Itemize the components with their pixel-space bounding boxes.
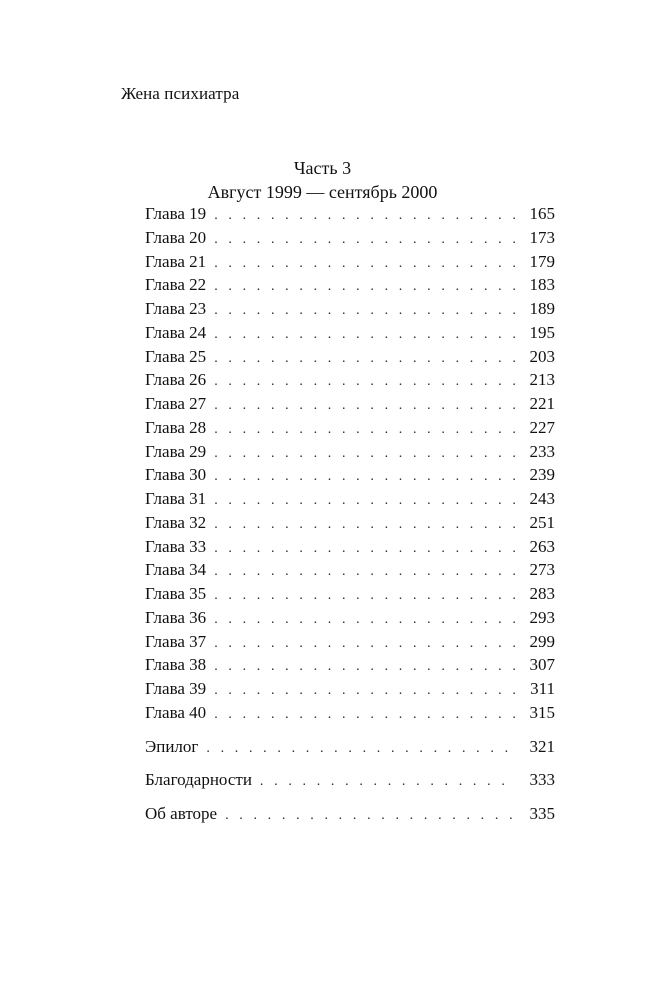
toc-entry-label: Эпилог	[145, 736, 199, 756]
toc-entry[interactable]	[145, 202, 555, 226]
toc-entry-page: 273	[529, 560, 555, 580]
toc-entry-label: Глава 36	[145, 607, 207, 627]
toc-leader-dots	[214, 228, 515, 252]
toc-entry-page: 315	[529, 702, 555, 722]
toc-entry-label: Глава 40	[145, 702, 207, 722]
toc-entry[interactable]	[145, 392, 555, 416]
toc-leader-dots	[225, 804, 515, 828]
toc-entry-epilogue[interactable]	[145, 735, 555, 759]
toc-entry-page: 173	[529, 227, 555, 247]
toc-entry-page: 195	[529, 322, 555, 342]
toc-leader-dots	[214, 679, 515, 703]
toc-leader-dots	[214, 465, 515, 489]
toc-entry[interactable]	[145, 701, 555, 725]
toc-entry-page: 227	[529, 417, 555, 437]
toc-entry-label: Глава 22	[145, 275, 207, 295]
toc-leader-dots	[214, 442, 515, 466]
toc-entry-label: Глава 30	[145, 465, 207, 485]
toc-entry-page: 293	[529, 607, 555, 627]
toc-entry[interactable]	[145, 297, 555, 321]
toc-leader-dots	[214, 513, 515, 537]
toc-entry-about-author[interactable]	[145, 802, 555, 826]
toc-entry-label: Глава 19	[145, 204, 207, 223]
toc-entry-label: Глава 31	[145, 489, 207, 508]
toc-entry[interactable]	[145, 226, 555, 250]
part-subtitle: Август 1999 — сентябрь 2000	[207, 182, 438, 202]
toc-entry[interactable]	[145, 368, 555, 392]
toc-entry[interactable]	[145, 416, 555, 440]
toc-entry-page: 335	[529, 804, 555, 823]
toc-entry[interactable]	[145, 606, 555, 630]
toc-entry-page: 189	[529, 299, 555, 318]
toc-entry-page: 183	[529, 275, 555, 295]
toc-entry-page: 321	[529, 736, 555, 756]
toc-entry-page: 213	[529, 370, 555, 390]
toc-entry[interactable]	[145, 345, 555, 369]
toc-leader-dots	[214, 418, 515, 442]
toc-entry-label: Глава 32	[145, 512, 207, 532]
toc-entry[interactable]	[145, 321, 555, 345]
toc-leader-dots	[214, 299, 515, 323]
toc-entry-label: Глава 23	[145, 299, 207, 318]
toc-entry-page: 221	[529, 394, 555, 413]
toc-leader-dots	[214, 608, 515, 632]
toc-entry-label: Глава 29	[145, 441, 207, 461]
toc-entry-label: Глава 25	[145, 346, 207, 366]
toc-leader-dots	[214, 489, 515, 513]
toc-entry[interactable]	[145, 250, 555, 274]
toc-entry-label: Глава 20	[145, 227, 207, 247]
toc-entry-page: 179	[529, 251, 555, 271]
toc-leader-dots	[214, 275, 515, 299]
toc-entry[interactable]	[145, 273, 555, 297]
toc-leader-dots	[214, 394, 515, 418]
toc-leader-dots	[214, 323, 515, 347]
toc-leader-dots	[214, 560, 515, 584]
toc-leader-dots	[214, 655, 515, 679]
toc-leader-dots	[260, 770, 515, 794]
toc-entry[interactable]	[145, 511, 555, 535]
toc-leader-dots	[214, 252, 515, 276]
toc-entry[interactable]	[145, 582, 555, 606]
toc-entry-label: Глава 28	[145, 417, 207, 437]
toc-leader-dots	[214, 703, 515, 727]
toc-leader-dots	[214, 584, 515, 608]
toc-entry-label: Глава 39	[145, 679, 207, 698]
toc-leader-dots	[206, 737, 515, 761]
toc-leader-dots	[214, 632, 515, 656]
toc-entry-page: 203	[529, 346, 555, 366]
toc-entry-label: Глава 35	[145, 584, 207, 603]
part-title: Часть 3	[293, 158, 352, 178]
toc-entry-page: 299	[529, 631, 555, 651]
toc-entry-label: Благодарности	[145, 770, 252, 790]
toc-entry-label: Глава 21	[145, 251, 207, 271]
toc-entry-label: Глава 34	[145, 560, 207, 580]
table-of-contents	[145, 202, 555, 826]
toc-entry-label: Глава 26	[145, 370, 207, 390]
toc-leader-dots	[214, 347, 515, 371]
toc-entry-page: 263	[529, 536, 555, 556]
toc-entry-label: Об авторе	[145, 804, 218, 823]
toc-entry[interactable]	[145, 463, 555, 487]
toc-entry[interactable]	[145, 535, 555, 559]
toc-entry-label: Глава 27	[145, 394, 207, 413]
toc-entry-page: 239	[529, 465, 555, 485]
toc-entry-page: 333	[529, 770, 555, 790]
toc-leader-dots	[214, 537, 515, 561]
toc-entry[interactable]	[145, 677, 555, 701]
toc-entry-label: Глава 37	[145, 631, 207, 651]
toc-entry-label: Глава 33	[145, 536, 207, 556]
toc-entry-page: 233	[529, 441, 555, 461]
toc-entry-page: 307	[529, 655, 555, 675]
toc-leader-dots	[214, 204, 515, 228]
toc-entry-page: 165	[529, 204, 555, 223]
toc-entry[interactable]	[145, 653, 555, 677]
toc-entry-page: 251	[529, 512, 555, 532]
toc-entry-acknowledgements[interactable]	[145, 768, 555, 792]
toc-entry[interactable]	[145, 630, 555, 654]
toc-leader-dots	[214, 370, 515, 394]
toc-entry-page: 311	[530, 679, 555, 698]
toc-entry-label: Глава 38	[145, 655, 207, 675]
toc-entry-page: 283	[529, 584, 555, 603]
toc-entry-page: 243	[529, 489, 555, 508]
running-head: Жена психиатра	[121, 84, 240, 103]
toc-entry[interactable]	[145, 487, 555, 511]
toc-entry[interactable]	[145, 440, 555, 464]
toc-entry-label: Глава 24	[145, 322, 207, 342]
toc-entry[interactable]	[145, 558, 555, 582]
